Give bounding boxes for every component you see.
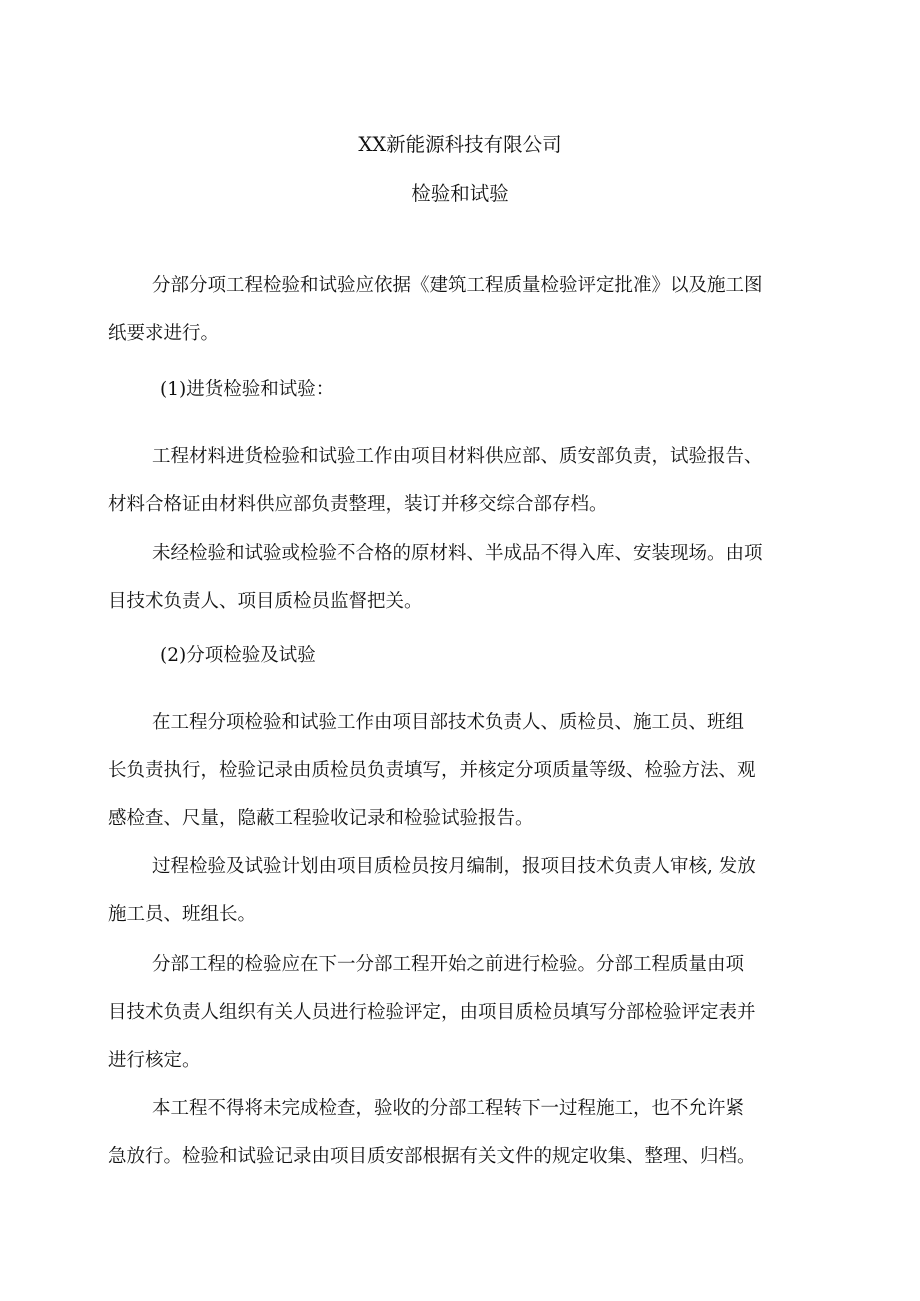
- section-heading: (2)分项检验及试验: [160, 645, 316, 666]
- paragraph-line: 目技术负责人、项目质检员监督把关。: [108, 591, 423, 612]
- paragraph-line: 分部工程的检验应在下一分部工程开始之前进行检验。分部工程质量由项: [152, 954, 745, 975]
- paragraph-line: 在工程分项检验和试验工作由项目部技术负责人、质检员、施工员、班组: [152, 712, 745, 733]
- paragraph-line: 急放行。检验和试验记录由项目质安部根据有关文件的规定收集、整理、归档。: [108, 1146, 756, 1167]
- section-heading: (1)进货检验和试验：: [160, 379, 335, 400]
- paragraph-line: 分部分项工程检验和试验应依据《建筑工程质量检验评定批准》以及施工图: [152, 275, 763, 296]
- paragraph-line: 纸要求进行。: [108, 323, 220, 344]
- paragraph-line: 进行核定。: [108, 1050, 201, 1071]
- paragraph-line: 感检查、尺量，隐蔽工程验收记录和检验试验报告。: [108, 808, 534, 829]
- paragraph-line: 未经检验和试验或检验不合格的原材料、半成品不得入库、安装现场。由项: [152, 543, 763, 564]
- paragraph-line: 本工程不得将未完成检查，验收的分部工程转下一过程施工，也不允许紧: [152, 1098, 745, 1119]
- paragraph-line: 材料合格证由材料供应部负责整理，装订并移交综合部存档。: [108, 494, 608, 515]
- paragraph-line: 过程检验及试验计划由项目质检员按月编制，报项目技术负责人审核, 发放: [152, 856, 756, 877]
- company-name: XX新能源科技有限公司: [358, 133, 562, 156]
- paragraph-line: 工程材料进货检验和试验工作由项目材料供应部、质安部负责，试验报告、: [152, 446, 763, 467]
- paragraph-line: 施工员、班组长。: [108, 904, 257, 925]
- paragraph-line: 长负责执行，检验记录由质检员负责填写，并核定分项质量等级、检验方法、观: [108, 760, 756, 781]
- paragraph-line: 目技术负责人组织有关人员进行检验评定，由项目质检员填写分部检验评定表并: [108, 1002, 756, 1023]
- document-title: 检验和试验: [411, 182, 509, 205]
